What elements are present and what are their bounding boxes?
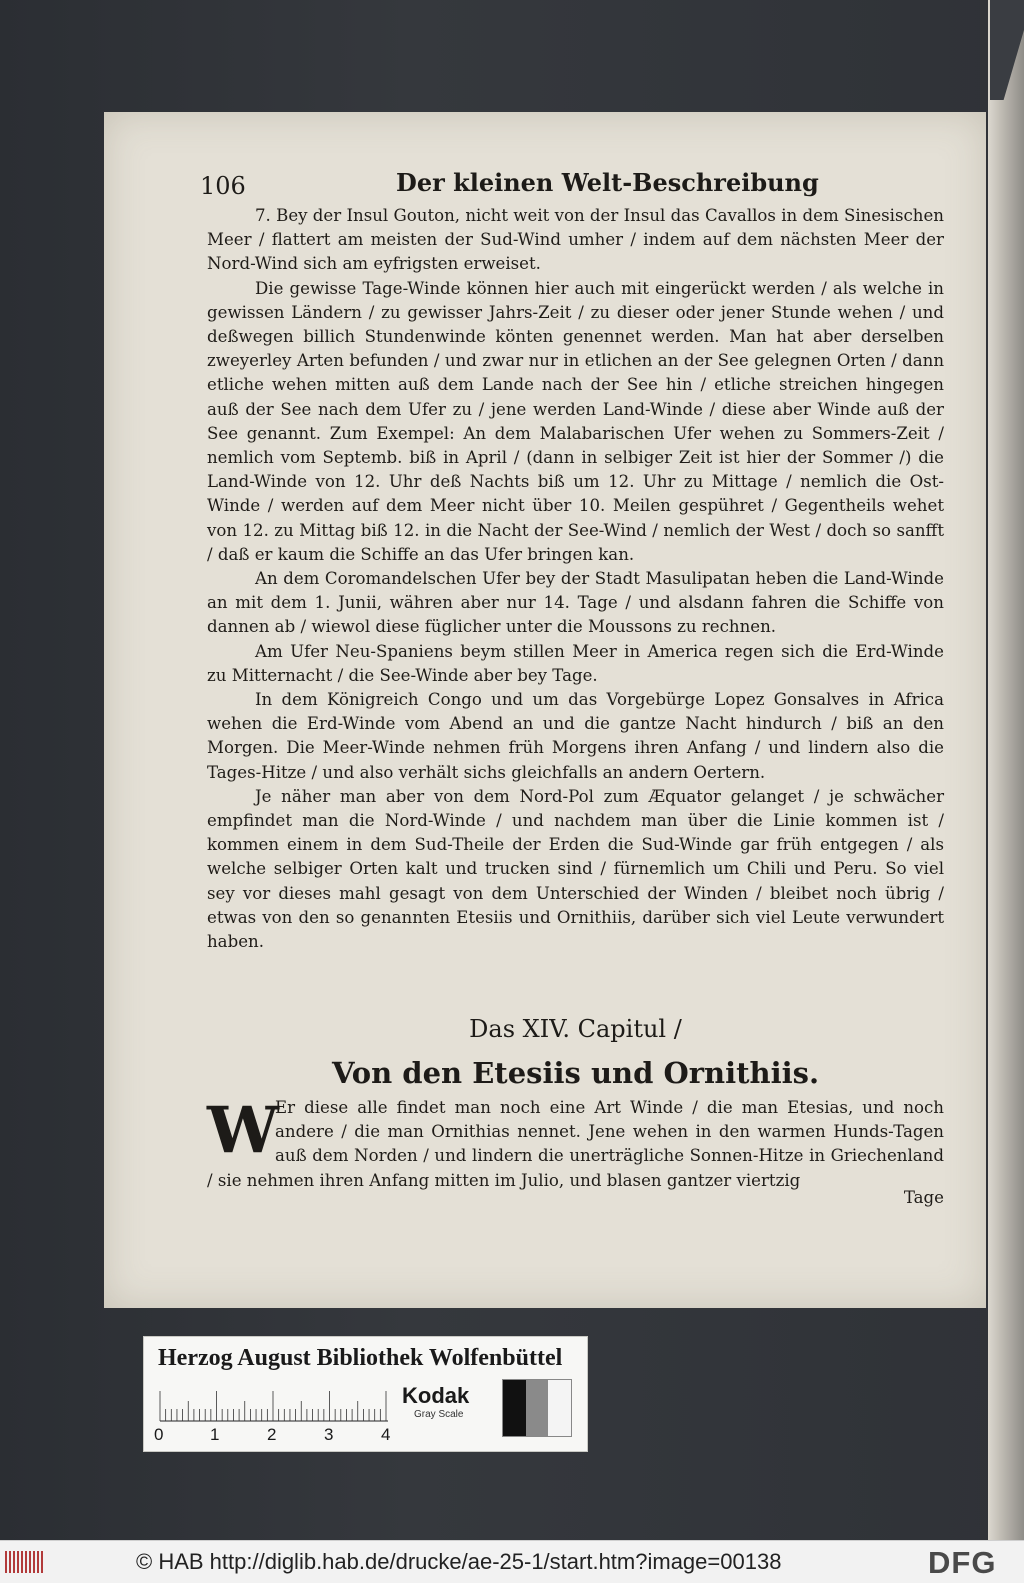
kodak-logo: Kodak: [402, 1383, 470, 1408]
barcode-bar: [29, 1551, 31, 1573]
library-name: Herzog August Bibliothek Wolfenbüttel: [158, 1345, 563, 1371]
footer-bar: [0, 1540, 1024, 1583]
page-header: [200, 168, 819, 208]
gray-patch-light: [548, 1380, 571, 1436]
ruler-number: 3: [324, 1425, 334, 1444]
barcode-bar: [9, 1551, 11, 1573]
paragraph-coromandel: An dem Coromandelschen Ufer bey der Stadt Masulipatan heben die Land-Winde an mit dem 1. Junii, währen aber nur 14. Tage / und alsdann fahren die Schiffe von dannen ab / wiewol diese füglicher unter die Moussons zu rechnen.: [207, 569, 944, 637]
paragraph-equator: Je näher man aber von dem Nord-Pol zum Æquator gelanget / je schwächer empfindet man die Nord-Winde / und nachdem man über die Linie kommen ist / kommen einem in dem Sud-Theile der Erden die Sud-Winde gar früh entgegen / als welche selbiger Orten kalt und trucken sind / fürnemlich um Chili und Peru. So viel sey vor dieses mahl gesagt von dem Unterschied der Winden / bleibet noch übrig / etwas von den so genannten Etesiis und Ornithiis, darüber sich viel Leute verwundert haben.: [207, 786, 944, 952]
barcode-bar: [17, 1551, 19, 1573]
barcode-bar: [37, 1551, 39, 1573]
gray-scale-label: Gray Scale: [414, 1409, 464, 1420]
gray-scale-patches: [502, 1379, 572, 1437]
chapter-number: Das XIV. Capitul /: [469, 1015, 682, 1043]
ruler-number: 1: [210, 1425, 220, 1444]
chapter-text: [207, 1093, 944, 1193]
ruler-scale: [158, 1387, 390, 1423]
ruler-number: 0: [154, 1425, 164, 1444]
copyright-link[interactable]: © HAB http://diglib.hab.de/drucke/ae-25-1/start.htm?image=00138: [136, 1549, 782, 1574]
gray-patch-dark: [503, 1380, 526, 1436]
barcode-bar: [25, 1551, 27, 1573]
gray-patch-mid: [526, 1380, 549, 1436]
body-text: [207, 204, 944, 954]
barcode-bar: [21, 1551, 23, 1573]
color-calibration-card: [143, 1336, 588, 1452]
paragraph-daily-winds: Die gewisse Tage-Winde können hier auch mit eingerückt werden / als welche in gewissen Ländern / zu gewisser Jahrs-Zeit / zu dieser oder jener Stunde wehen / und deßwegen billich Stundenwinde könten genennet werden. Man hat aber derselben zweyerley Arten befunden / und zwar nur in etlichen an der See gelegnen Orten / dann etliche wehen mitten auß dem Lande nach der See hin / etliche streichen hingegen auß der See nach dem Ufer zu / jene werden Land-Winde / diese aber Winde auß der See genannt. Zum Exempel: An dem Malabarischen Ufer wehen zu Sommers-Zeit / nemlich vom Septemb. biß in April / (dann in selbiger Zeit ist hier der Sommer /) die Land-Winde von 12. Uhr deß Nachts biß um 12. Uhr zu Mittage / nemlich die Ost-Winde / werden auf dem Meer nicht über 10. Meilen gespühret / Gegentheils wehet von 12. zu Mittag biß 12. in die Nacht der See-Wind / nemlich der West / doch so sanfft / daß er kaum die Schiffe an das Ufer bringen kan.: [207, 278, 944, 564]
catchword: Tage: [903, 1188, 944, 1207]
page-number: 106: [200, 172, 246, 200]
dfg-logo: DFG: [928, 1545, 997, 1580]
paragraph-island-gouton: 7. Bey der Insul Gouton, nicht weit von der Insul das Cavallos in dem Sinesischen Meer / flattert am meisten der Sud-Wind umher / indem auf dem nächsten Meer der Nord-Wind sich am eyfrigsten erweiset.: [207, 206, 944, 274]
adjacent-page-edge: [988, 0, 1024, 1540]
barcode-bar: [13, 1551, 15, 1573]
drop-cap-initial: W: [207, 1093, 279, 1168]
barcode-bar: [5, 1551, 7, 1573]
chapter-title: Von den Etesiis und Ornithiis.: [331, 1056, 820, 1090]
barcode-bar: [33, 1551, 35, 1573]
running-title: Der kleinen Welt-Beschreibung: [396, 168, 819, 197]
paragraph-congo: In dem Königreich Congo und um das Vorgebürge Lopez Gonsalves in Africa wehen die Erd-Winde vom Abend an und die gantze Nacht hindurch / biß an den Morgen. Die Meer-Winde nehmen früh Morgens ihren Anfang / und lindern also die Tages-Hitze / und also verhält sichs gleichfalls an andern Oertern.: [207, 690, 944, 782]
barcode-bar: [41, 1551, 43, 1573]
paragraph-new-spain: Am Ufer Neu-Spaniens beym stillen Meer in America regen sich die Erd-Winde zu Mitternacht / die See-Winde aber bey Tage.: [207, 641, 944, 685]
chapter-paragraph: Er diese alle findet man noch eine Art Winde / die man Etesias, und noch andere / die man Ornithias nennet. Jene wehen in den warmen Hunds-Tagen auß dem Norden / und lindern die unerträgliche Sonnen-Hitze in Griechenland / sie nehmen ihren Anfang mitten im Julio, und blasen gantzer viertzig: [207, 1098, 944, 1190]
ruler-number: 4: [381, 1425, 391, 1444]
ruler-numbers: [154, 1425, 394, 1445]
chapter-heading: [207, 1012, 944, 1092]
ruler-number: 2: [267, 1425, 277, 1444]
hab-barcode-icon: [4, 1549, 46, 1575]
